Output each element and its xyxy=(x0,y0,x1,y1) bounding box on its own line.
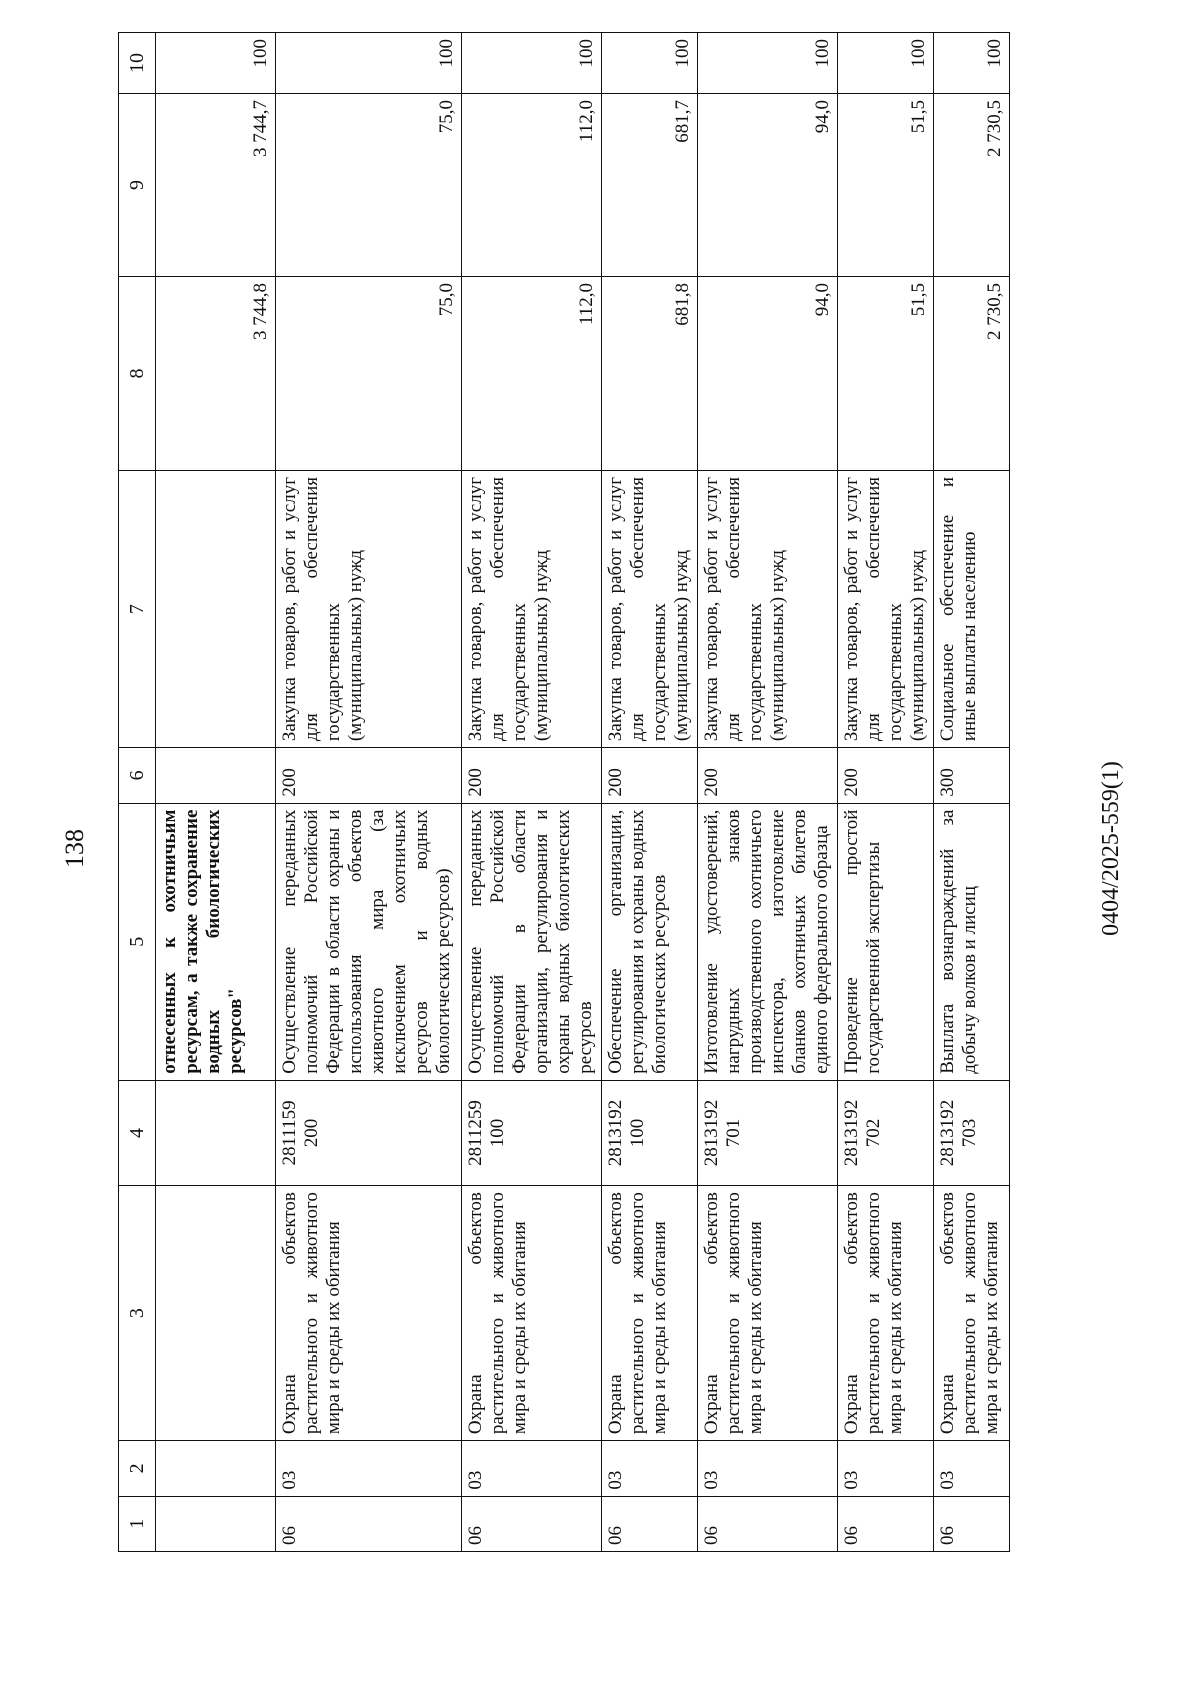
expense-type-code: 200 xyxy=(698,748,838,803)
expense-type-name: Закупка товаров, работ и услуг для обеспечения государственных (муниципальных) нужд xyxy=(698,470,838,747)
amount-executed: 51,5 xyxy=(838,94,934,277)
target-article-name: Изготовление удостоверений, нагрудных знаков производственного охотничьего инспектора, изготовление бланков охотничьих билетов единого федерального образца xyxy=(698,803,838,1080)
program-title-cell: отнесенных к охотничьим ресурсам, а также сохранение водных биологических ресурсов" xyxy=(156,803,276,1080)
subsection-name: Охрана объектов растительного и животного мира и среды их обитания xyxy=(838,1186,934,1441)
amount-planned: 3 744,8 xyxy=(156,276,276,470)
column-header: 7 xyxy=(119,470,156,747)
section-code: 06 xyxy=(276,1496,462,1551)
amount-executed: 681,7 xyxy=(602,94,698,277)
amount-executed: 112,0 xyxy=(462,94,602,277)
subsection-code: 03 xyxy=(276,1441,462,1496)
percent-executed: 100 xyxy=(276,33,462,94)
expense-type-code: 200 xyxy=(276,748,462,803)
section-code: 06 xyxy=(698,1496,838,1551)
expense-type-code: 300 xyxy=(934,748,1010,803)
column-header: 10 xyxy=(119,33,156,94)
table-row xyxy=(698,33,838,1552)
percent-executed: 100 xyxy=(934,33,1010,94)
table-cell xyxy=(156,748,276,803)
target-article-code: 2813192 703 xyxy=(934,1080,1010,1185)
column-header: 6 xyxy=(119,748,156,803)
column-header: 4 xyxy=(119,1080,156,1185)
target-article-code: 2813192 100 xyxy=(602,1080,698,1185)
section-code: 06 xyxy=(602,1496,698,1551)
expense-type-code: 200 xyxy=(462,748,602,803)
expense-type-code: 200 xyxy=(838,748,934,803)
target-article-name: Проведение простой государственной экспертизы xyxy=(838,803,934,1080)
target-article-code: 2813192 701 xyxy=(698,1080,838,1185)
amount-planned: 681,8 xyxy=(602,276,698,470)
column-header: 9 xyxy=(119,94,156,277)
subsection-code: 03 xyxy=(602,1441,698,1496)
section-code: 06 xyxy=(462,1496,602,1551)
amount-planned: 112,0 xyxy=(462,276,602,470)
table-cell xyxy=(156,1441,276,1496)
subsection-name: Охрана объектов растительного и животного мира и среды их обитания xyxy=(276,1186,462,1441)
percent-executed: 100 xyxy=(462,33,602,94)
amount-planned: 2 730,5 xyxy=(934,276,1010,470)
subsection-name: Охрана объектов растительного и животного мира и среды их обитания xyxy=(462,1186,602,1441)
subsection-name: Охрана объектов растительного и животного мира и среды их обитания xyxy=(602,1186,698,1441)
target-article-code: 2811159 200 xyxy=(276,1080,462,1185)
header-row xyxy=(119,33,156,1552)
expense-type-name: Закупка товаров, работ и услуг для обеспечения государственных (муниципальных) нужд xyxy=(276,470,462,747)
subsection-code: 03 xyxy=(934,1441,1010,1496)
target-article-code: 2811259 100 xyxy=(462,1080,602,1185)
percent-executed: 100 xyxy=(838,33,934,94)
target-article-name: Выплата вознаграждений за добычу волков и лисиц xyxy=(934,803,1010,1080)
target-article-code: 2813192 702 xyxy=(838,1080,934,1185)
amount-executed: 3 744,7 xyxy=(156,94,276,277)
document-code: 0404/2025-559(1) xyxy=(1098,761,1124,936)
page-number: 138 xyxy=(60,829,89,868)
table-cell xyxy=(156,1496,276,1551)
expense-type-name: Закупка товаров, работ и услуг для обеспечения государственных (муниципальных) нужд xyxy=(462,470,602,747)
expense-type-name: Социальное обеспечение и иные выплаты населению xyxy=(934,470,1010,747)
subsection-name: Охрана объектов растительного и животного мира и среды их обитания xyxy=(934,1186,1010,1441)
column-header: 8 xyxy=(119,276,156,470)
amount-planned: 51,5 xyxy=(838,276,934,470)
table-cell xyxy=(156,1186,276,1441)
table-cell xyxy=(156,1080,276,1185)
expense-type-name: Закупка товаров, работ и услуг для обеспечения государственных (муниципальных) нужд xyxy=(838,470,934,747)
column-header: 3 xyxy=(119,1186,156,1441)
target-article-name: Осуществление переданных полномочий Российской Федерации в области организации, регулирования и охраны водных биологических ресурсов xyxy=(462,803,602,1080)
amount-planned: 75,0 xyxy=(276,276,462,470)
budget-table xyxy=(118,32,1010,1552)
subsection-name: Охрана объектов растительного и животного мира и среды их обитания xyxy=(698,1186,838,1441)
subsection-code: 03 xyxy=(698,1441,838,1496)
target-article-name: Осуществление переданных полномочий Российской Федерации в области охраны и использования объектов животного мира (за исключением охотничьих ресурсов и водных биологических ресурсов) xyxy=(276,803,462,1080)
target-article-name: Обеспечение организации, регулирования и охраны водных биологических ресурсов xyxy=(602,803,698,1080)
expense-type-name: Закупка товаров, работ и услуг для обеспечения государственных (муниципальных) нужд xyxy=(602,470,698,747)
section-code: 06 xyxy=(838,1496,934,1551)
carry-over-row xyxy=(156,33,276,1552)
amount-planned: 94,0 xyxy=(698,276,838,470)
subsection-code: 03 xyxy=(462,1441,602,1496)
amount-executed: 75,0 xyxy=(276,94,462,277)
expense-type-code: 200 xyxy=(602,748,698,803)
section-code: 06 xyxy=(934,1496,1010,1551)
percent-executed: 100 xyxy=(698,33,838,94)
amount-executed: 2 730,5 xyxy=(934,94,1010,277)
column-header: 1 xyxy=(119,1496,156,1551)
column-header: 2 xyxy=(119,1441,156,1496)
table-row xyxy=(934,33,1010,1552)
table-row xyxy=(276,33,462,1552)
amount-executed: 94,0 xyxy=(698,94,838,277)
column-header: 5 xyxy=(119,803,156,1080)
percent-executed: 100 xyxy=(602,33,698,94)
table-row xyxy=(602,33,698,1552)
percent-executed: 100 xyxy=(156,33,276,94)
table-row xyxy=(838,33,934,1552)
subsection-code: 03 xyxy=(838,1441,934,1496)
table-row xyxy=(462,33,602,1552)
table-cell xyxy=(156,470,276,747)
